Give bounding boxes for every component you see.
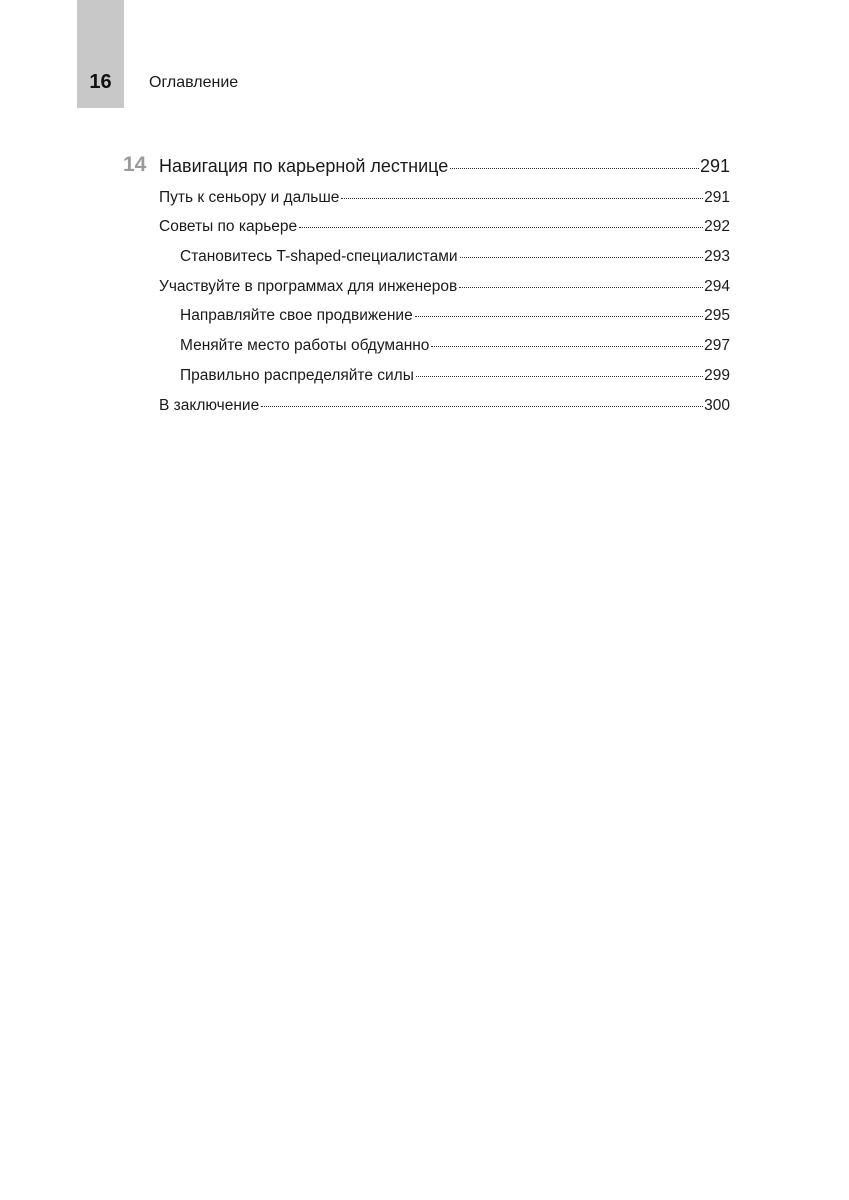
running-head: Оглавление xyxy=(149,74,239,91)
chapter-number: 14 xyxy=(123,153,147,176)
toc-chapter-entry[interactable] xyxy=(159,155,730,177)
toc-entry-title: Советы по карьере xyxy=(159,218,298,235)
toc-entry[interactable] xyxy=(159,396,730,416)
toc-entry-title: В заключение xyxy=(159,397,260,414)
toc-entry-page: 293 xyxy=(704,248,730,265)
toc-entry-title: Навигация по карьерной лестнице xyxy=(159,156,449,176)
toc-subentry[interactable] xyxy=(180,366,730,386)
toc-entry-page: 295 xyxy=(704,307,730,324)
toc-entry[interactable] xyxy=(159,277,730,297)
toc-subentry[interactable] xyxy=(180,247,730,267)
toc-entry-title: Путь к сеньору и дальше xyxy=(159,189,340,206)
toc-entry-page: 292 xyxy=(704,218,730,235)
toc-entry[interactable] xyxy=(159,217,730,237)
toc-subentry[interactable] xyxy=(180,306,730,326)
dot-leader xyxy=(341,198,703,199)
dot-leader xyxy=(431,346,703,347)
dot-leader xyxy=(415,316,703,317)
dot-leader xyxy=(450,168,699,169)
toc-entry-page: 300 xyxy=(704,397,730,414)
page-number: 16 xyxy=(89,71,112,93)
toc-entry-page: 291 xyxy=(699,156,730,176)
toc-entry-page: 297 xyxy=(704,337,730,354)
toc-entry-title: Направляйте свое продвижение xyxy=(180,307,413,324)
toc-entry-title: Становитесь T-shaped-специалистами xyxy=(180,248,458,265)
toc-entry-title: Участвуйте в программах для инженеров xyxy=(159,278,458,295)
toc-entry-title: Меняйте место работы обдуманно xyxy=(180,337,430,354)
dot-leader xyxy=(299,227,703,228)
dot-leader xyxy=(460,257,704,258)
toc-entry-page: 294 xyxy=(704,278,730,295)
toc-entry[interactable] xyxy=(159,188,730,208)
dot-leader xyxy=(459,287,703,288)
toc-entry-page: 291 xyxy=(704,189,730,206)
toc-subentry[interactable] xyxy=(180,336,730,356)
toc-entry-title: Правильно распределяйте силы xyxy=(180,367,414,384)
toc-entry-page: 299 xyxy=(704,367,730,384)
page-number-tab xyxy=(77,0,124,108)
dot-leader xyxy=(261,406,703,407)
dot-leader xyxy=(416,376,703,377)
